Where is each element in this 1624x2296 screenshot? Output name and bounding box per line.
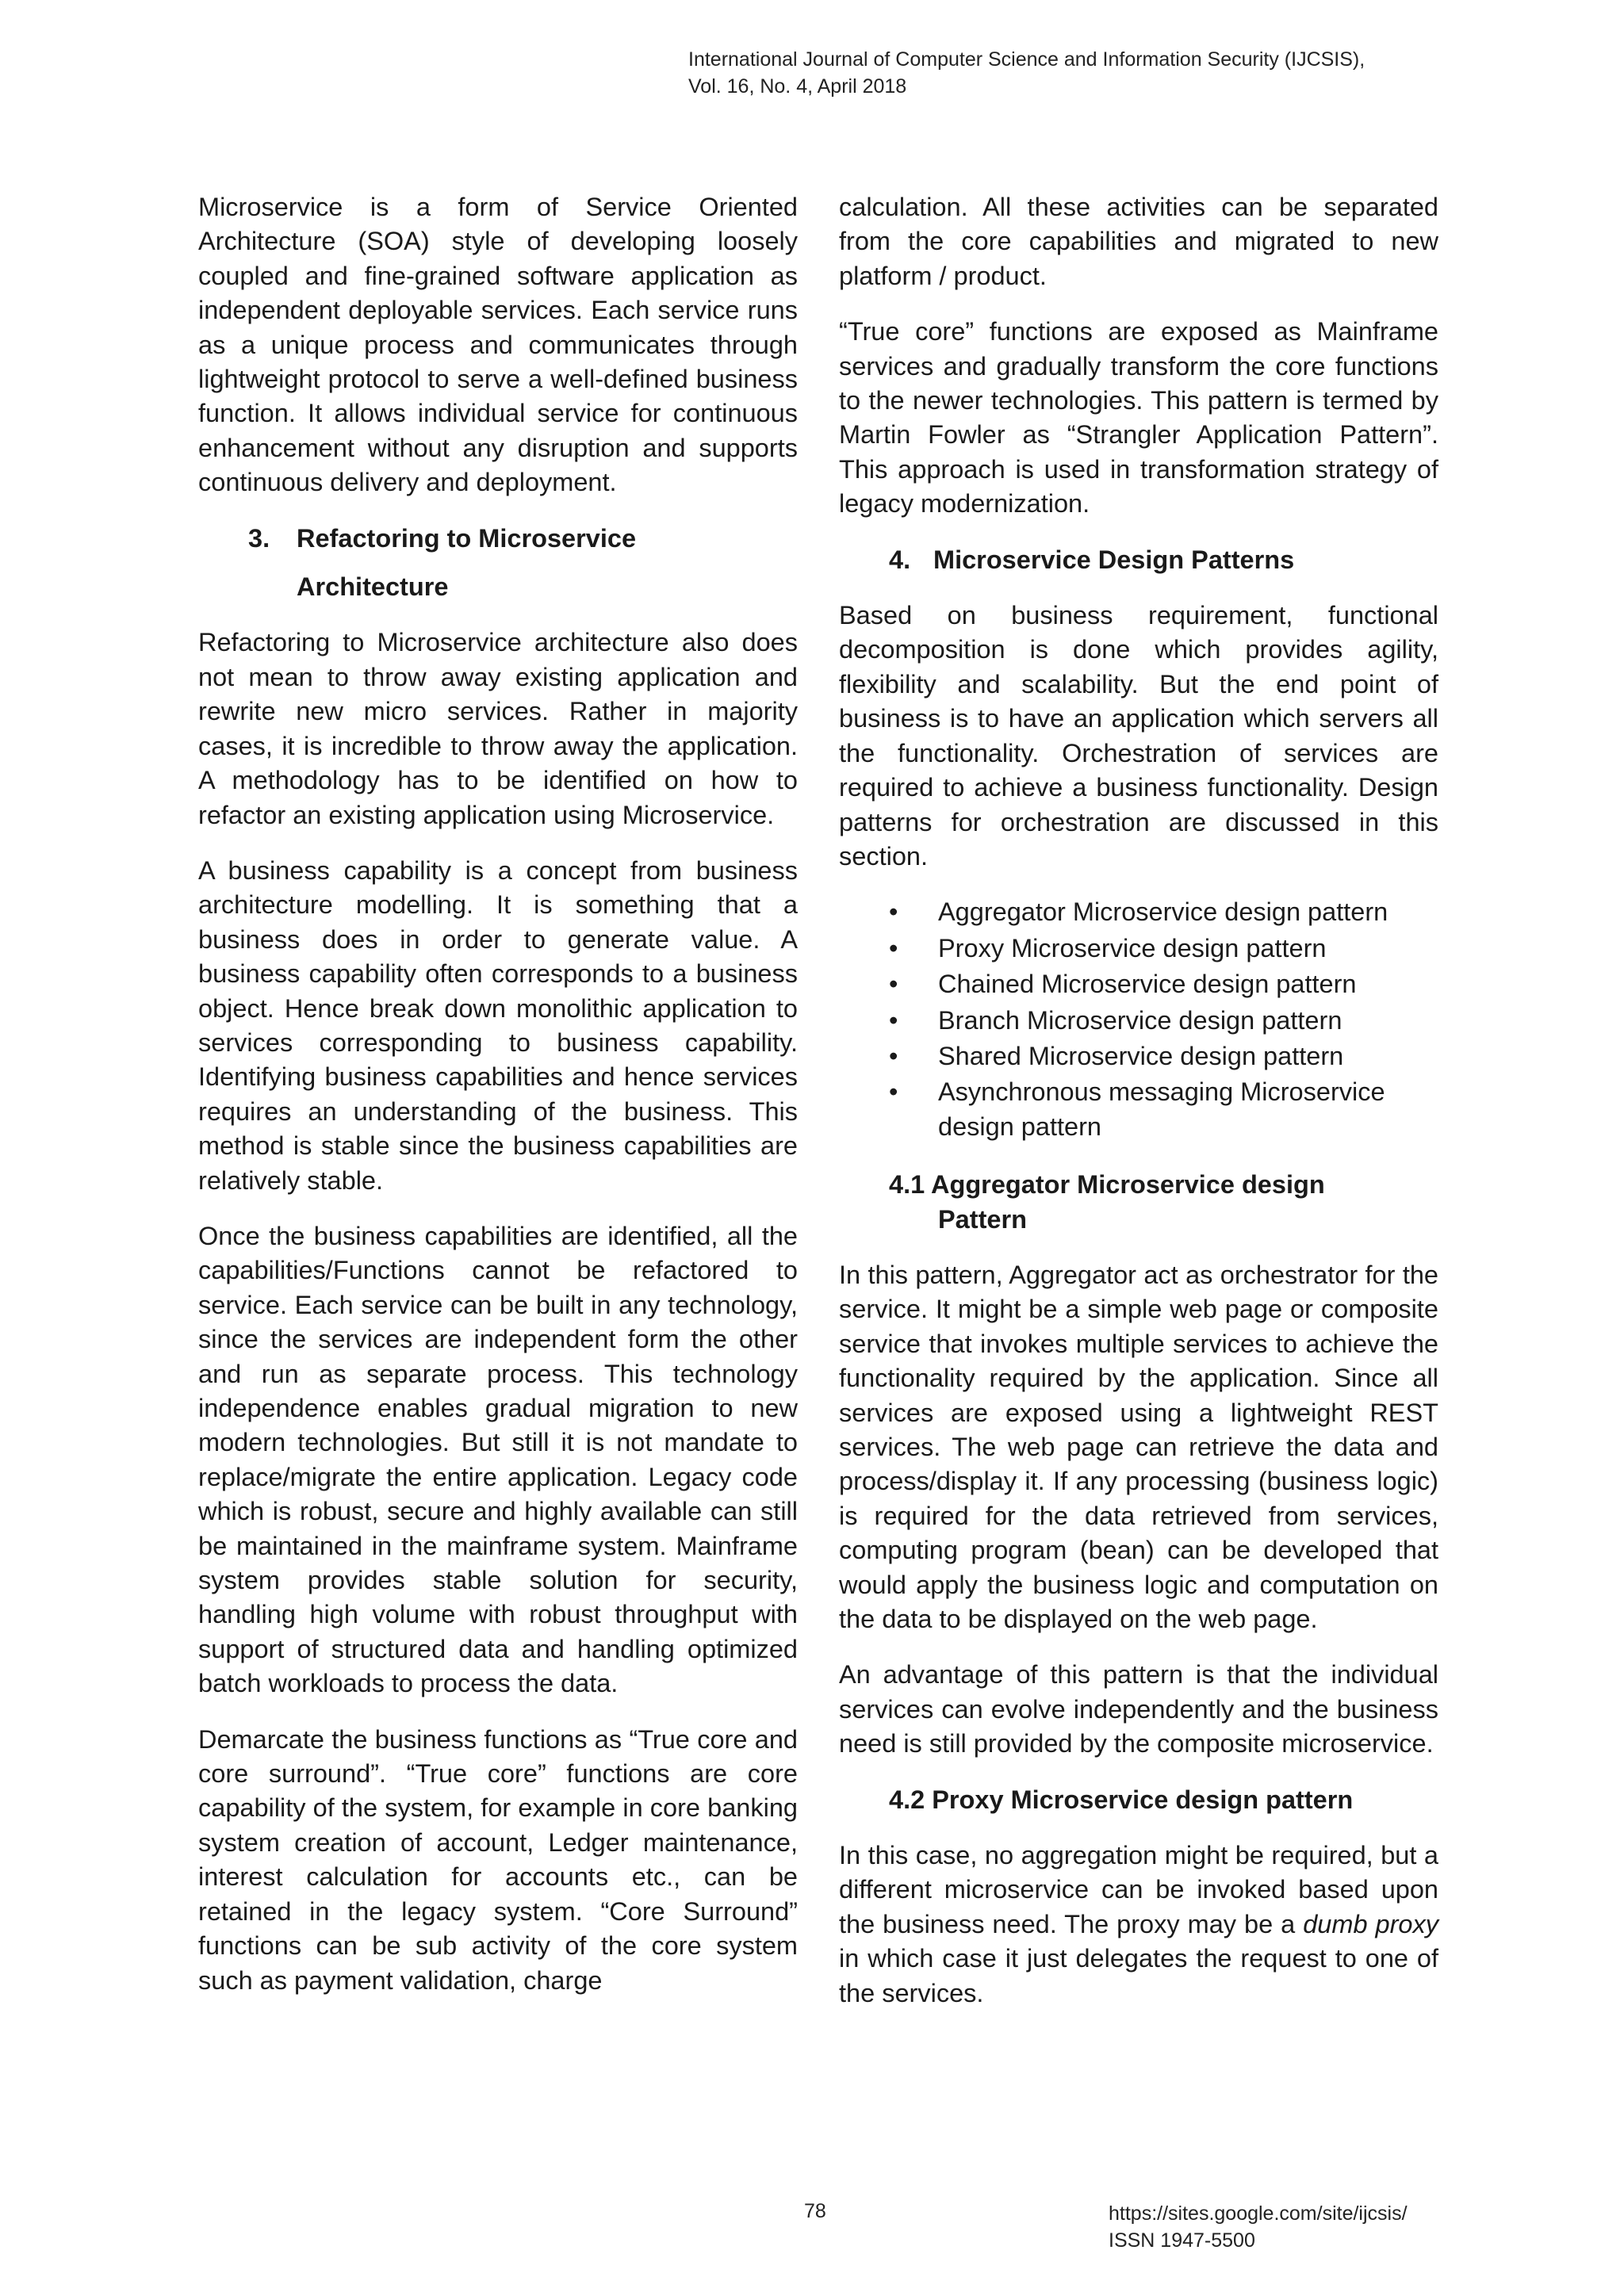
journal-title: International Journal of Computer Science and Information Security (IJCSIS), <box>688 48 1365 71</box>
list-item: • Asynchronous messaging Microservice design pattern <box>839 1075 1438 1144</box>
subsection-heading-4-1 <box>839 1168 1438 1237</box>
section-title-line2: Architecture <box>297 572 449 602</box>
list-item: • Chained Microservice design pattern <box>839 967 1438 1001</box>
paragraph: An advantage of this pattern is that the individual services can evolve independently and the business need is still provided by the composite microservice. <box>839 1660 1438 1758</box>
section-title-line1: Refactoring to Microservice <box>297 523 637 553</box>
bullet-icon: • <box>889 897 898 927</box>
journal-volume: Vol. 16, No. 4, April 2018 <box>688 75 907 98</box>
bullet-icon: • <box>889 1005 898 1035</box>
issn: ISSN 1947-5500 <box>1109 2229 1255 2252</box>
journal-url: https://sites.google.com/site/ijcsis/ <box>1109 2202 1408 2225</box>
list-item: • Aggregator Microservice design pattern <box>839 895 1438 929</box>
paragraph: Refactoring to Microservice architecture also does not mean to throw away existing application and rewrite new micro services. Rather in majority cases, it is incredible to throw away the application. A methodology has to be identified on how to refactor an existing application using Microservice. <box>198 628 798 829</box>
right-column <box>839 190 1438 2032</box>
paragraph: calculation. All these activities can be separated from the core capabilities and migrated to new platform / product. <box>839 193 1438 290</box>
pattern-list <box>839 895 1438 1144</box>
journal-header <box>688 46 1608 100</box>
paragraph: Based on business requirement, functional decomposition is done which provides agility, flexibility and scalability. But the end point of business is to have an application which servers all the functionality. Orchestration of services are required to achieve a business functionality. Design patterns for orchestration are discussed in this section. <box>839 601 1438 871</box>
paragraph: “True core” functions are exposed as Mainframe services and gradually transform the core functions to the newer technologies. This pattern is termed by Martin Fowler as “Strangler Application Pattern”. This approach is used in transformation strategy of legacy modernization. <box>839 317 1438 519</box>
bullet-icon: • <box>889 1041 898 1070</box>
paragraph: Once the business capabilities are identified, all the capabilities/Functions cannot be refactored to service. Each service can be built in any technology, since the services are independent form the other and run as separate process. This technology independence enables gradual migration to new modern technologies. But still it is not mandate to replace/migrate the entire application. Legacy code which is robust, secure and highly available can still be maintained in the mainframe system. Mainframe system provides stable solution for security, handling high volume with robust throughput with support of structured data and handling optimized batch workloads to process the data. <box>198 1221 798 1698</box>
section-title: Microservice Design Patterns <box>933 545 1295 574</box>
paragraph: In this case, no aggregation might be required, but a different microservice can be invoked based upon the business need. The proxy may be a dumb proxy in which case it just delegates the request to one of the services. <box>839 1841 1438 2007</box>
left-column <box>198 190 798 2019</box>
bullet-icon: • <box>889 1077 898 1107</box>
section-number: 3. <box>248 523 270 553</box>
subsection-title-line2: Pattern <box>938 1204 1027 1234</box>
section-heading-3 <box>198 522 798 605</box>
section-heading-4 <box>839 543 1438 577</box>
paragraph: A business capability is a concept from business architecture modelling. It is something that a business does in order to generate value. A business capability often corresponds to a business object. Hence break down monolithic application to services corresponding to business capability. Identifying business capabilities and hence services requires an understanding of the business. This method is stable since the business capabilities are relatively stable. <box>198 855 798 1195</box>
footer-info <box>1109 2200 1408 2254</box>
section-number: 4. <box>889 545 911 574</box>
list-item: • Proxy Microservice design pattern <box>839 932 1438 966</box>
paragraph: In this pattern, Aggregator act as orchestrator for the service. It might be a simple web page or composite service that invokes multiple services to achieve the functionality required by the application. Since all services are exposed using a lightweight REST services. The web page can retrieve the data and process/display it. If any processing (business logic) is required for the data retrieved from services, computing program (bean) can be developed that would apply the business logic and computation on the data to be displayed on the web page. <box>839 1260 1438 1634</box>
subsection-title-line1: 4.1 Aggregator Microservice design <box>889 1170 1325 1200</box>
emphasis: dumb proxy <box>1303 1909 1438 1938</box>
list-item: • Branch Microservice design pattern <box>839 1004 1438 1038</box>
subsection-heading-4-2: 4.2 Proxy Microservice design pattern <box>889 1785 1354 1814</box>
paragraph: Demarcate the business functions as “True core and core surround”. “True core” functions are core capability of the system, for example in core banking system creation of account, Ledger maintenance, interest calculation for accounts etc., can be retained in the legacy system. “Core Surround” functions can be sub activity of the core system such as payment validation, charge <box>198 1724 798 1995</box>
list-item: • Shared Microservice design pattern <box>839 1039 1438 1073</box>
page-number: 78 <box>804 2200 826 2222</box>
paragraph: Microservice is a form of Service Oriented Architecture (SOA) style of developing loosely coupled and fine-grained software application as independent deployable services. Each service runs as a unique process and communicates through lightweight protocol to serve a well-defined business function. It allows individual service for continuous enhancement without any disruption and supports continuous delivery and deployment. <box>198 193 798 497</box>
bullet-icon: • <box>889 933 898 962</box>
bullet-icon: • <box>889 970 898 999</box>
